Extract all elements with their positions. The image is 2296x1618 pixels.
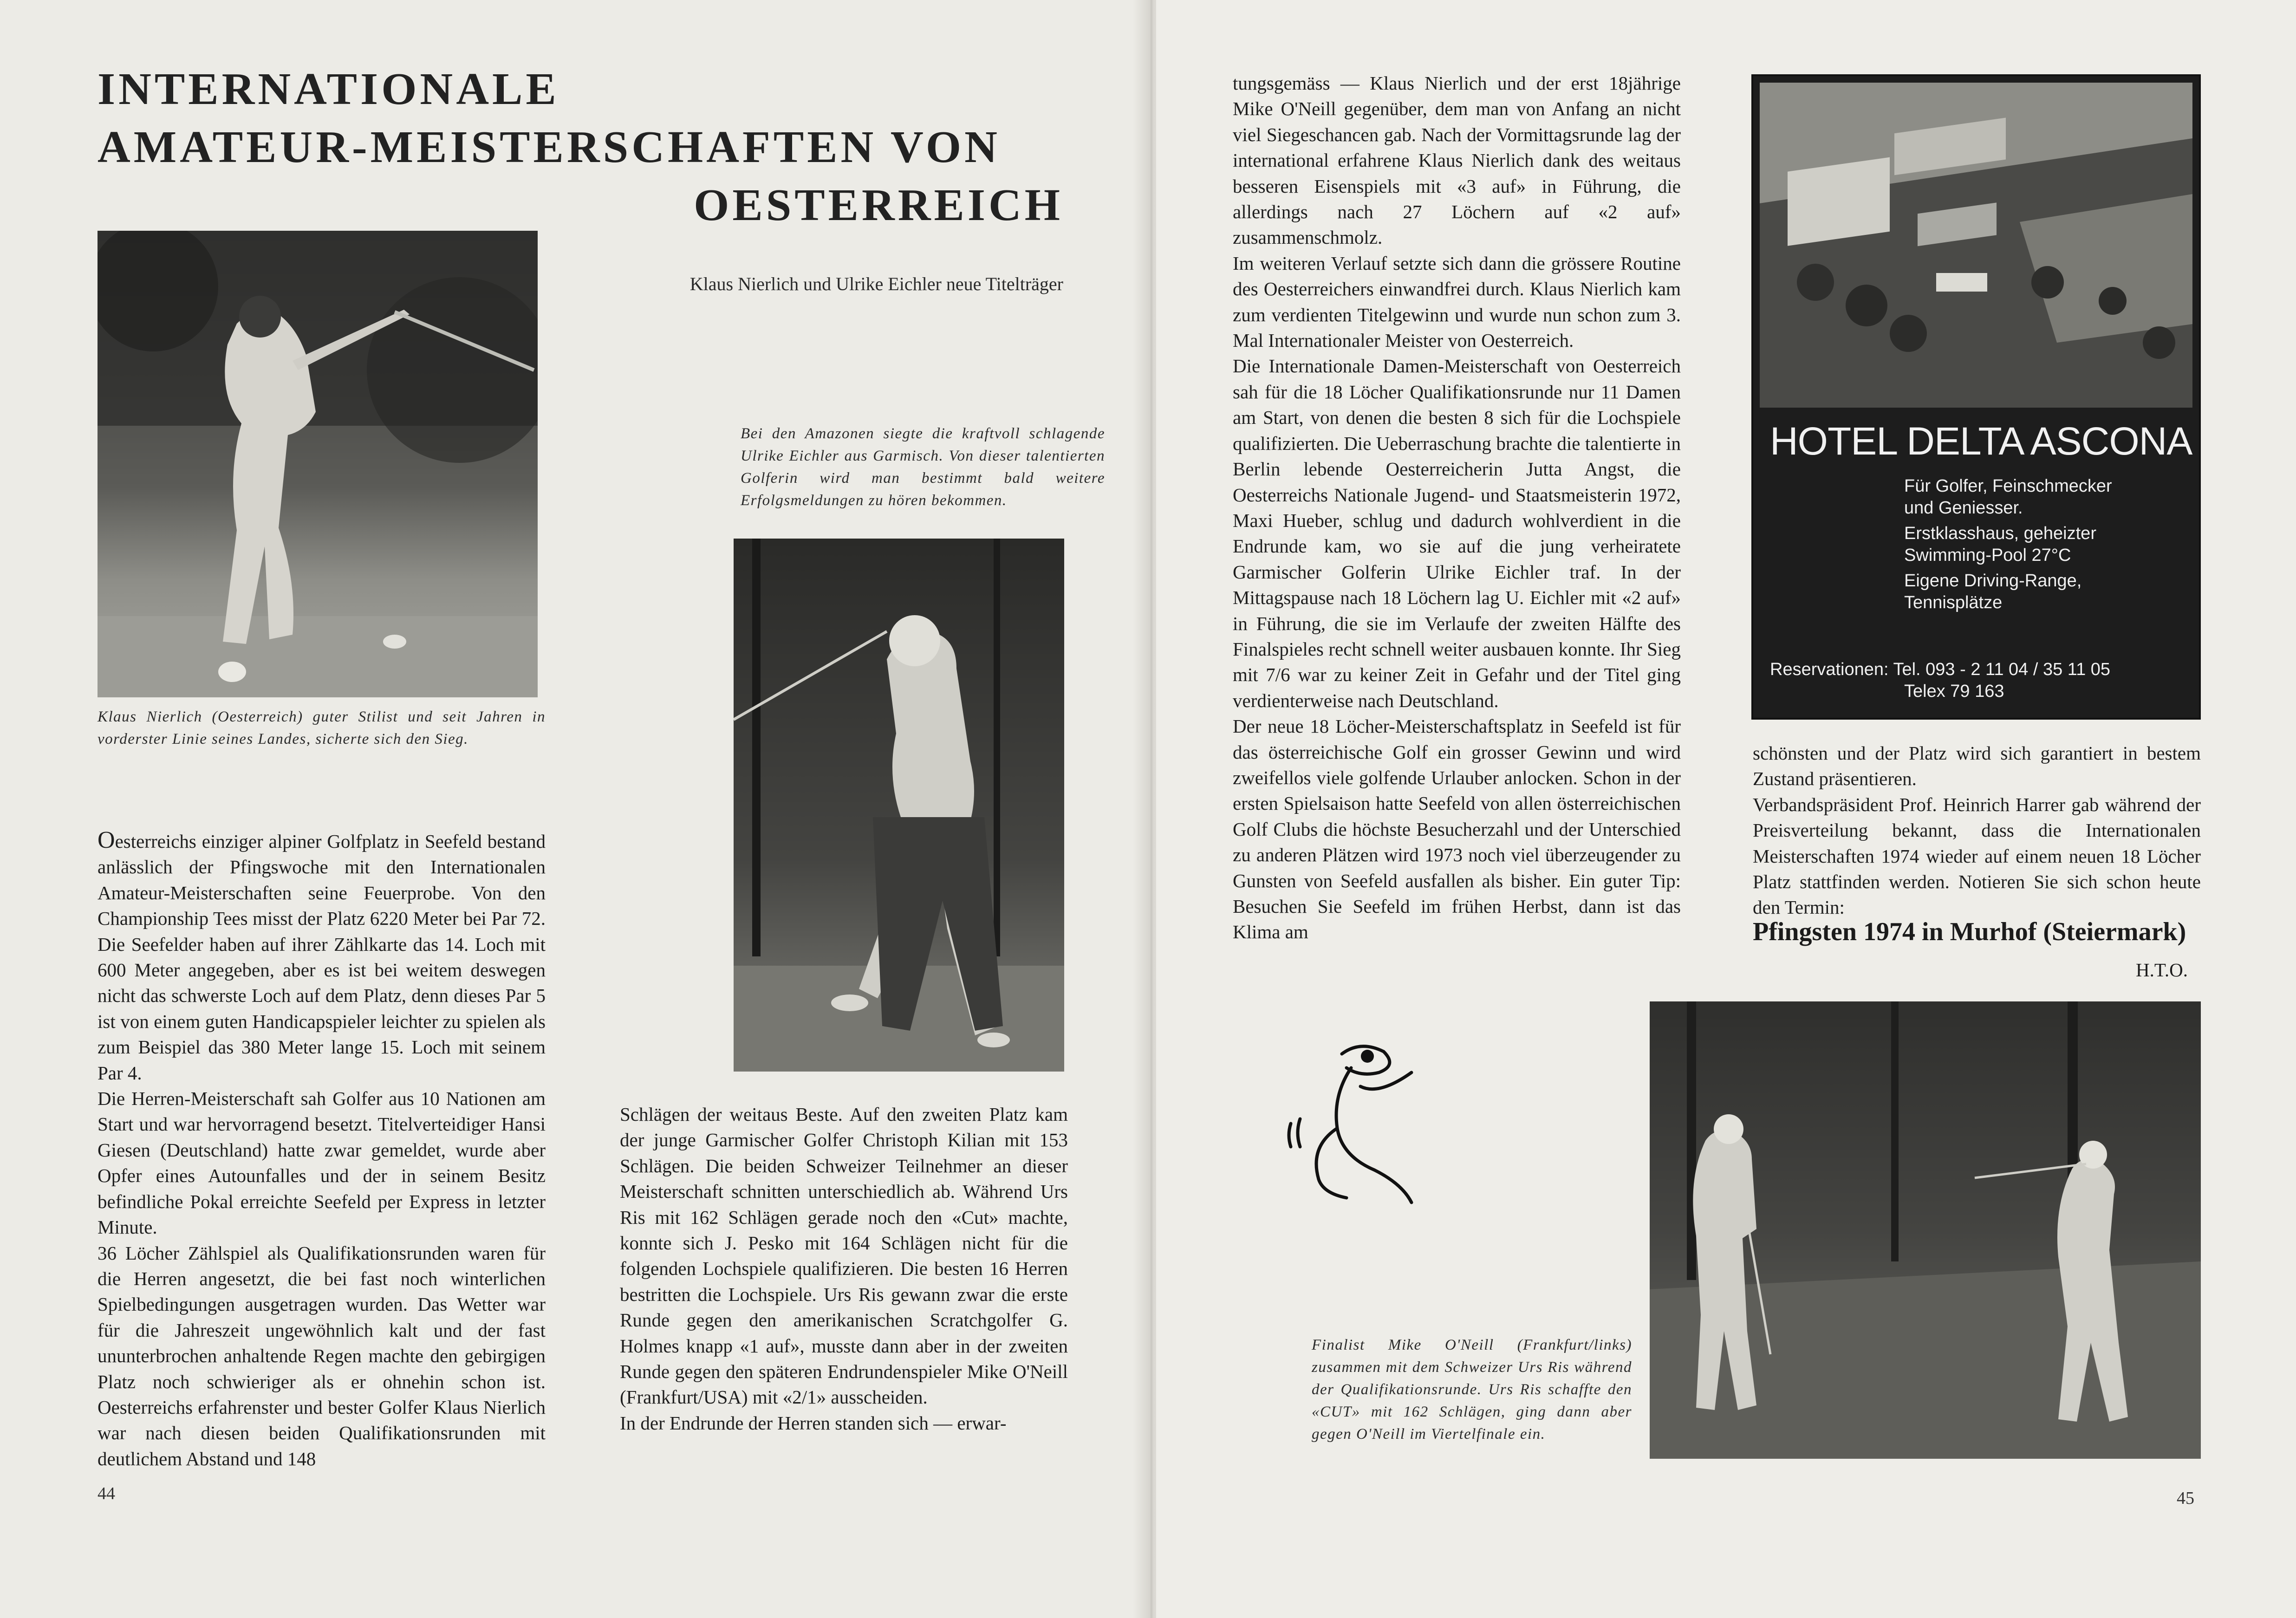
hotel-aerial-photo <box>1760 83 2192 408</box>
headline-line-2: AMATEUR-MEISTERSCHAFTEN VON <box>98 122 1001 172</box>
col4-paragraph-2: Verbandspräsident Prof. Heinrich Harrer gab während der Preisverteilung bekannt, dass die Internationalen Meisterschaften 1974 wieder auf einem neuen 18 Löcher Platz stattfinden werden. Notieren Sie sich schon heute den Termin: <box>1753 793 2201 918</box>
article-headline <box>98 60 1063 234</box>
hotel-desc-line: Swimming-Pool 27°C <box>1904 546 2071 565</box>
author-signature: H.T.O. <box>2136 959 2188 981</box>
col3-paragraph-2: Im weiteren Verlauf setzte sich dann die grössere Routine des Oesterreichers einwandfrei durch. Klaus Nierlich kam zum verdienten Titelgewinn und wurde nun schon zum 3. Mal Internationaler Meister von Oesterreich. <box>1233 252 1681 351</box>
col2-paragraph-1: Schlägen der weitaus Beste. Auf den zweiten Platz kam der junge Garmischer Golfer Christoph Kilian mit 153 Schlägen. Die beiden Schweizer Teilnehmer an dieser Meisterschaft schnitten unterschiedlich ab. Während Urs Ris mit 162 Schlägen gerade noch den «Cut» machte, konnte sich J. Pesko mit 164 Schlägen nicht für die folgenden Lochspiele qualifizieren. Die besten 16 Herren bestritten die Lochspiele. Urs Ris gewann zwar die erste Runde gegen den amerikanischen Scratchgolfer G. Holmes knapp «1 auf», musste dann aber in der zweiten Runde gegen den späteren Endrundenspieler Mike O'Neill (Frankfurt/USA) mit «2/1» ausscheiden. <box>620 1104 1068 1408</box>
article-column-3 <box>1233 71 1681 945</box>
photo-oneill-and-ris <box>1650 1001 2201 1459</box>
caption-nierlich: Klaus Nierlich (Oesterreich) guter Stilist und seit Jahren in vorderster Linie seines Landes, sicherte sich den Sieg. <box>98 708 546 747</box>
drop-letter: O <box>98 827 115 853</box>
headline-line-1: INTERNATIONALE <box>98 64 559 114</box>
headline-line-3: OESTERREICH <box>694 180 1063 230</box>
golfer-swing-illustration <box>98 231 538 697</box>
photo-klaus-nierlich <box>98 231 538 697</box>
golfer-woman-illustration <box>734 539 1064 1072</box>
article-subtitle: Klaus Nierlich und Ulrike Eichler neue Titelträger <box>689 273 1063 294</box>
col1-paragraph-1: esterreichs einziger alpiner Golfplatz in Seefeld bestand anlässlich der Pfingswoche mit den Internationalen Amateur-Meisterschaften seine Feuerprobe. Von den Championship Tees misst der Platz 6220 Meter bei Par 72. Die Seefelder haben auf ihrer Zählkarte das 14. Loch mit 600 Meter angegeben, aber es ist bei weitem deswegen nicht das schwerste Loch auf dem Platz, denn dieses Par 5 ist von einem guten Handicapspieler leichter zu spielen als zum Beispiel das 380 Meter lange 15. Loch mit seinem Par 4. <box>98 831 546 1084</box>
cartoon-golfer-sketch <box>1281 1035 1435 1212</box>
hotel-desc-line: Eigene Driving-Range, <box>1904 571 2082 591</box>
hotel-reservation <box>1770 659 2110 702</box>
hotel-advertisement <box>1751 74 2201 720</box>
hotel-reservation-phone: Reservationen: Tel. 093 - 2 11 04 / 35 11 05 <box>1770 660 2111 679</box>
caption-eichler: Bei den Amazonen siegte die kraftvoll schlagende Ulrike Eichler aus Garmisch. Von dieser talentierten Golferin wird man bestimmt bald weitere Erfolgsmeldungen zu hören bekommen. <box>741 425 1105 509</box>
hotel-desc-line: Erstklasshaus, geheizter <box>1904 524 2096 543</box>
two-golfers-illustration <box>1650 1001 2201 1459</box>
hotel-description <box>1904 475 2112 614</box>
article-column-4 <box>1753 741 2201 921</box>
caption-oneill: Finalist Mike O'Neill (Frankfurt/links) zusammen mit dem Schweizer Urs Ris während der Qualifikationsrunde. Urs Ris schaffte den «CUT» mit 162 Schlägen, ging dann aber gegen O'Neill im Viertelfinale ein. <box>1312 1337 1632 1443</box>
hotel-desc-line: Tennisplätze <box>1904 593 2003 612</box>
col1-paragraph-3: 36 Löcher Zählspiel als Qualifikationsrunden waren für die Herren angesetzt, die bei fast noch winterlichen Spielbedingungen ausgetragen wurden. Das Wetter war für die Jahreszeit ungewöhnlich kalt und der fast ununterbrochen anhaltende Regen machte den gebirgigen Platz noch schwieriger als er ohnehin schon ist. Oesterreichs erfahrenster und bester Golfer Klaus Nierlich war nach diesen beiden Qualifikationsrunden mit deutlichem Abstand und 148 <box>98 1242 546 1469</box>
article-column-1 <box>98 827 546 1472</box>
hotel-aerial-illustration <box>1760 83 2192 408</box>
page-number-left: 44 <box>98 1484 115 1503</box>
hotel-telex: Telex 79 163 <box>1904 682 2004 701</box>
left-page <box>0 0 1147 1618</box>
col4-paragraph-1: schönsten und der Platz wird sich garantiert in bestem Zustand präsentieren. <box>1753 742 2201 790</box>
event-date-highlight: Pfingsten 1974 in Murhof (Steiermark) <box>1753 917 2186 946</box>
photo-ulrike-eichler <box>734 539 1064 1072</box>
cartoon-golfer-icon <box>1281 1035 1435 1212</box>
page-number-right: 45 <box>2177 1488 2194 1508</box>
hotel-name: HOTEL DELTA ASCONA <box>1770 419 2192 463</box>
col3-paragraph-4: Der neue 18 Löcher-Meisterschaftsplatz in Seefeld ist für das österreichische Golf ein grosser Gewinn und wird zweifellos viele golfende Urlauber anlocken. Schon in der ersten Spielsaison hatte Seefeld von allen österreichischen Golf Clubs die höchste Besucherzahl und der Unterschied zu anderen Plätzen wird 1973 noch viel überzeugender zu Gunsten von Seefeld ausfallen als bisher. Ein guter Tip: Besuchen Sie Seefeld im frühen Herbst, dann ist das Klima am <box>1233 715 1681 943</box>
hotel-desc-line: Für Golfer, Feinschmecker <box>1904 476 2112 496</box>
col2-paragraph-2: In der Endrunde der Herren standen sich — erwar- <box>620 1412 1007 1434</box>
col3-paragraph-1: tungsgemäss — Klaus Nierlich und der erst 18jährige Mike O'Neill gegenüber, dem man von Anfang an nicht viel Siegeschancen gab. Nach der Vormittagsrunde lag der international erfahrene Klaus Nierlich dank des weitaus besseren Eisenspiels mit «3 auf» in Führung, die allerdings nach 27 Löchern auf «2 auf» zusammenschmolz. <box>1233 72 1681 248</box>
col1-paragraph-2: Die Herren-Meisterschaft sah Golfer aus 10 Nationen am Start und war hervorragend besetzt. Titelverteidiger Hansi Giesen (Deutschland) hatte zwar gemeldet, wurde aber Opfer eines Autounfalles und der in seinem Besitz befindliche Pokal erreichte Seefeld per Express in letzter Minute. <box>98 1088 546 1238</box>
hotel-desc-line: und Geniesser. <box>1904 498 2023 518</box>
article-column-2 <box>620 1102 1068 1436</box>
col3-paragraph-3: Die Internationale Damen-Meisterschaft von Oesterreich sah für die 18 Löcher Qualifikationsrunde nur 11 Damen am Start, von denen die besten 8 sich für die Lochspiele qualifizierten. Die Ueberraschung brachte die talentierte in Berlin lebende Oesterreicherin Jutta Angst, die Oesterreichs Nationale Jugend- und Staatsmeisterin 1972, Maxi Hueber, schlug und dadurch wohlverdient in die Endrunde kam, wo sie auf die jung verheiratete Garmischer Golferin Ulrike Eichler traf. In der Mittagspause nach 18 Löchern lag U. Eichler mit «2 auf» in Führung, die sie im Verlaufe der zweiten Hälfte des Finalspieles recht schnell weiter ausbauen konnte. Ihr Sieg mit 7/6 war zu keiner Zeit in Gefahr und der Titel ging verdienterweise nach Deutschland. <box>1233 355 1681 711</box>
